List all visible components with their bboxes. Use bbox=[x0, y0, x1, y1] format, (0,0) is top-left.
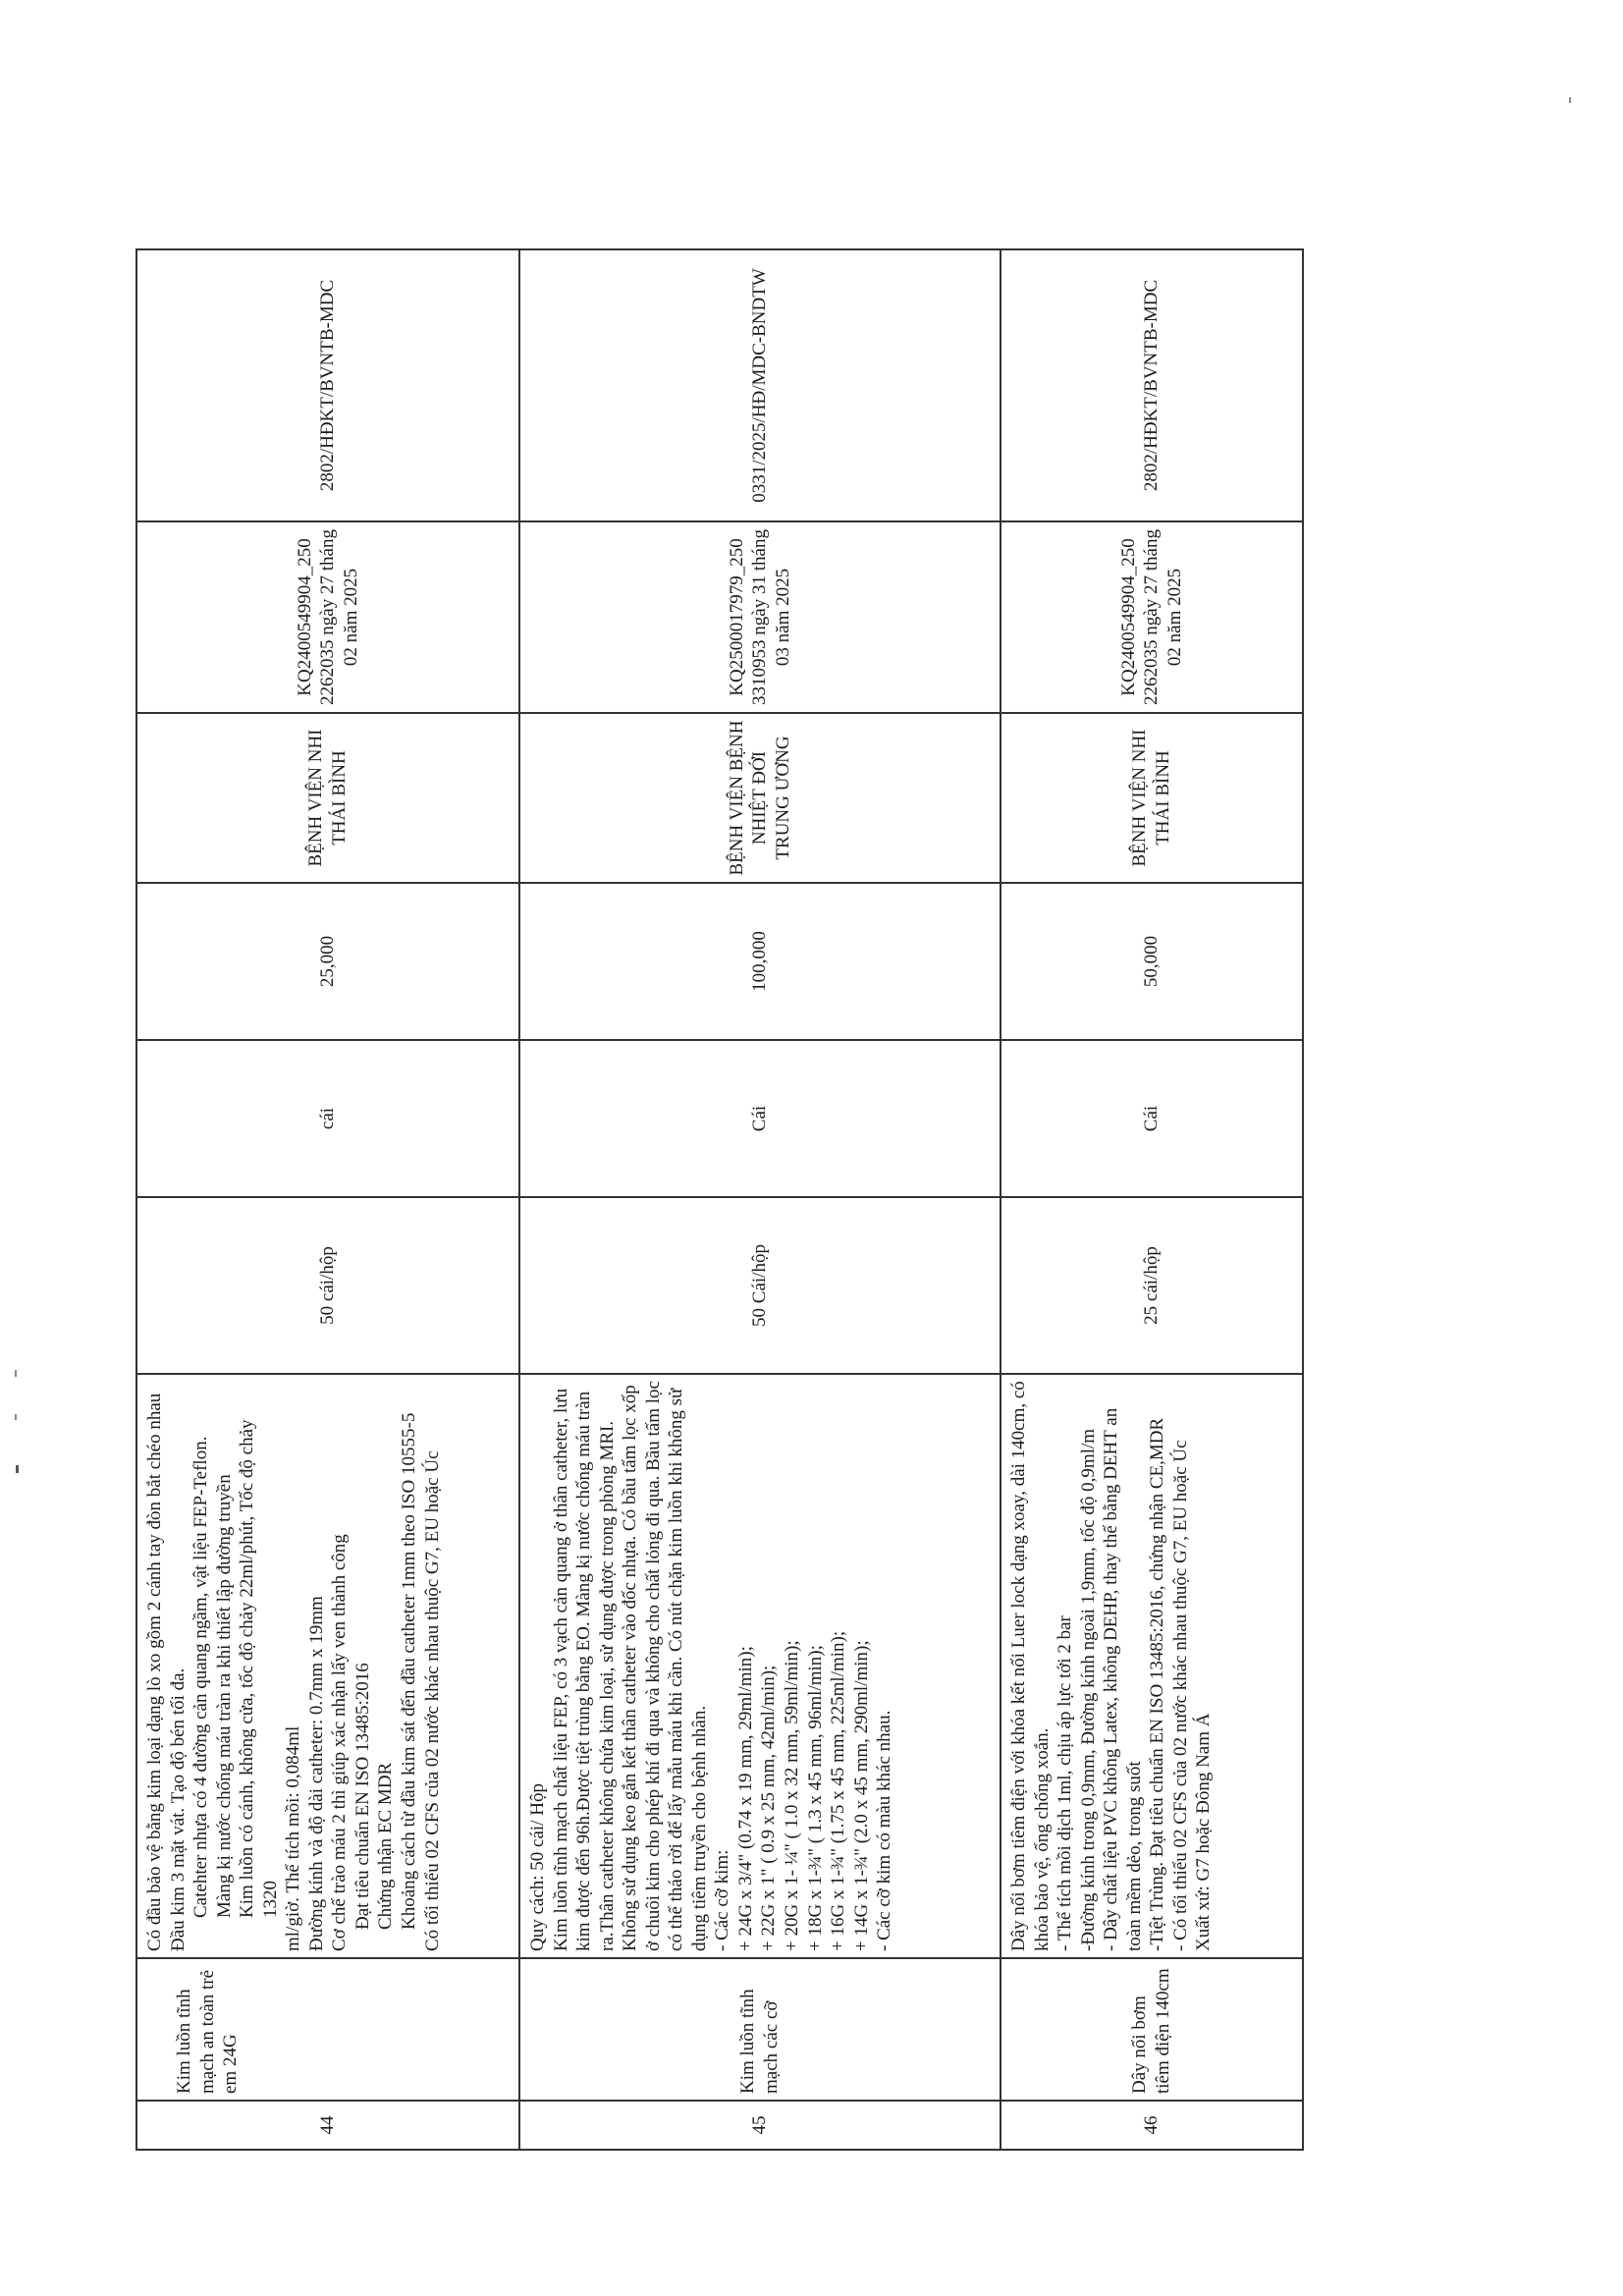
spec-line: + 20G x 1- ¼" ( 1.0 x 32 mm, 59ml/min); bbox=[782, 1640, 803, 1951]
spec-line: -Tiệt Trùng. Đạt tiêu chuẩn EN ISO 13485:2016, chứng nhận CE,MDR bbox=[1147, 1417, 1168, 1951]
scan-speck bbox=[16, 1465, 19, 1473]
spec-line: Khoảng cách từ đầu kim sát đến đầu catheter 1mm theo ISO 10555-5 bbox=[399, 1412, 420, 1930]
item-name: Dây nối bơm tiêm điện 140cm bbox=[1001, 1958, 1303, 2101]
scan-speck bbox=[1569, 97, 1571, 103]
spec-line: + 18G x 1-¾" ( 1.3 x 45 mm, 96ml/min); bbox=[804, 1645, 826, 1951]
spec-line: Chứng nhận EC MDR bbox=[375, 1762, 397, 1930]
spec-line: Đạt tiêu chuẩn EN ISO 13485:2016 bbox=[352, 1663, 373, 1930]
quantity: 25,000 bbox=[136, 883, 519, 1040]
table-row bbox=[136, 249, 519, 2150]
spec-line: Dây nối bơm tiêm điện với khóa kết nối Luer lock dạng xoay, dài 140cm, có khóa bảo vệ, ống chống xoắn. bbox=[1008, 1381, 1053, 1951]
result-notice: KQ2400549904_250 2262035 ngày 27 tháng 02 năm 2025 bbox=[1001, 521, 1303, 713]
spec-line: + 16G x 1-¾" (1.75 x 45 mm, 225ml/min); bbox=[828, 1630, 849, 1951]
contract-number: 2802/HĐKT/BVNTB-MDC bbox=[136, 249, 519, 521]
spec-line: + 22G x 1" ( 0.9 x 25 mm, 42ml/min); bbox=[758, 1665, 780, 1951]
unit: Cái bbox=[1001, 1040, 1303, 1197]
unit: cái bbox=[136, 1040, 519, 1197]
result-notice: KQ2400549904_250 2262035 ngày 27 tháng 02 năm 2025 bbox=[136, 521, 519, 713]
spec-line: ml/giờ. Thể tích mồi: 0,084ml bbox=[283, 1725, 304, 1951]
unit: Cái bbox=[519, 1040, 1001, 1197]
item-spec bbox=[519, 1374, 1001, 1958]
spec-line: Đầu kim 3 mặt vát. Tạo độ bén tối đa. bbox=[167, 1667, 189, 1951]
spec-line: Kim luồn tĩnh mạch chất liệu FEP, có 3 vạch cản quang ở thân catheter, lưu kim được đến 96h.Được tiệt trùng bằng EO. Màng kị nước chống máu tràn ra.Thân catheter không chứa kim loại, sử dụng được trong phòng MRI. bbox=[550, 1388, 618, 1951]
spec-line: Có đầu bảo vệ bằng kim loại dạng lò xo gồm 2 cánh tay đòn bắt chéo nhau bbox=[144, 1393, 165, 1951]
quantity: 50,000 bbox=[1001, 883, 1303, 1040]
buyer: BỆNH VIỆN BỆNH NHIỆT ĐỚI TRUNG ƯƠNG bbox=[519, 713, 1001, 883]
contract-number: 0331/2025/HĐ/MDC-BNDTW bbox=[519, 249, 1001, 521]
row-number: 45 bbox=[519, 2101, 1001, 2150]
scan-speck bbox=[15, 1414, 17, 1420]
result-notice: KQ2500017979_250 3310953 ngày 31 tháng 03 năm 2025 bbox=[519, 521, 1001, 713]
spec-line: - Các cỡ kim: bbox=[712, 1849, 733, 1951]
spec-line: Cơ chế trào máu 2 thì giúp xác nhận lấy ven thành công bbox=[329, 1534, 351, 1951]
spec-line: Không sử dụng keo gắn kết thân catheter vào đốc nhựa. Có bầu tấm lọc xốp ở chuôi kim cho phép khí đi qua và không cho chất lỏng đi qua. Bầu tấm lọc có thể tháo rời để lấy mẫu máu khi cần. Có nút chặn kim luồn khi không sử dụng tiêm truyền cho bệnh nhân. bbox=[620, 1381, 710, 1951]
buyer: BỆNH VIỆN NHI THÁI BÌNH bbox=[136, 713, 519, 883]
packing: 50 cái/hộp bbox=[136, 1197, 519, 1374]
row-number: 46 bbox=[1001, 2101, 1303, 2150]
spec-line: Đường kính và độ dài catheter: 0.7mm x 19mm bbox=[305, 1596, 327, 1951]
spec-line: Quy cách: 50 cái/ Hộp bbox=[527, 1783, 548, 1951]
packing: 50 Cái/hộp bbox=[519, 1197, 1001, 1374]
item-spec bbox=[136, 1374, 519, 1958]
spec-line: Có tối thiểu 02 CFS của 02 nước khác nhau thuộc G7, EU hoặc Úc bbox=[421, 1450, 443, 1951]
spec-line: Catehter nhựa có 4 đường cản quang ngầm, vật liệu FEP-Teflon. bbox=[190, 1436, 212, 1918]
item-name: Kim luồn tĩnh mạch an toàn trẻ em 24G bbox=[136, 1958, 519, 2101]
spec-line: - Các cỡ kim có màu khác nhau. bbox=[874, 1710, 895, 1951]
row-number: 44 bbox=[136, 2101, 519, 2150]
table-row bbox=[1001, 249, 1303, 2150]
scan-speck bbox=[15, 1370, 17, 1377]
packing: 25 cái/hộp bbox=[1001, 1197, 1303, 1374]
contract-number: 2802/HĐKT/BVNTB-MDC bbox=[1001, 249, 1303, 521]
quantity: 100,000 bbox=[519, 883, 1001, 1040]
spec-line: Màng kị nước chống máu tràn ra khi thiết lập đường truyền bbox=[213, 1474, 235, 1918]
rotated-table-container bbox=[135, 250, 1302, 2151]
spec-line: Kim luồn có cánh, không cửa, tốc độ chảy 22ml/phút, Tốc độ chảy 1320 bbox=[237, 1419, 281, 1918]
buyer: BỆNH VIỆN NHI THÁI BÌNH bbox=[1001, 713, 1303, 883]
spec-line: - Có tối thiểu 02 CFS của 02 nước khác nhau thuộc G7, EU hoặc Úc bbox=[1169, 1440, 1191, 1951]
spec-line: - Thể tích mồi dịch 1ml, chịu áp lực tới 2 bar bbox=[1055, 1615, 1076, 1951]
spec-line: -Đường kính trong 0,9mm, Đường kính ngoài 1,9mm, tốc độ 0,9ml/m bbox=[1077, 1428, 1099, 1951]
spec-line: Xuất xứ: G7 hoặc Đông Nam Á bbox=[1193, 1713, 1215, 1951]
spec-line: - Dây chất liệu PVC không Latex, không DEHP, thay thế bằng DEHT an toàn mềm dẻo, trong suốt bbox=[1101, 1407, 1145, 1951]
item-spec bbox=[1001, 1374, 1303, 1958]
procurement-table bbox=[135, 248, 1304, 2151]
table-row bbox=[519, 249, 1001, 2150]
spec-line: + 24G x 3/4" (0.74 x 19 mm, 29ml/min); bbox=[734, 1646, 756, 1951]
spec-line: + 14G x 1-¾" (2.0 x 45 mm, 290ml/min); bbox=[850, 1640, 872, 1951]
item-name: Kim luồn tĩnh mạch các cỡ bbox=[519, 1958, 1001, 2101]
